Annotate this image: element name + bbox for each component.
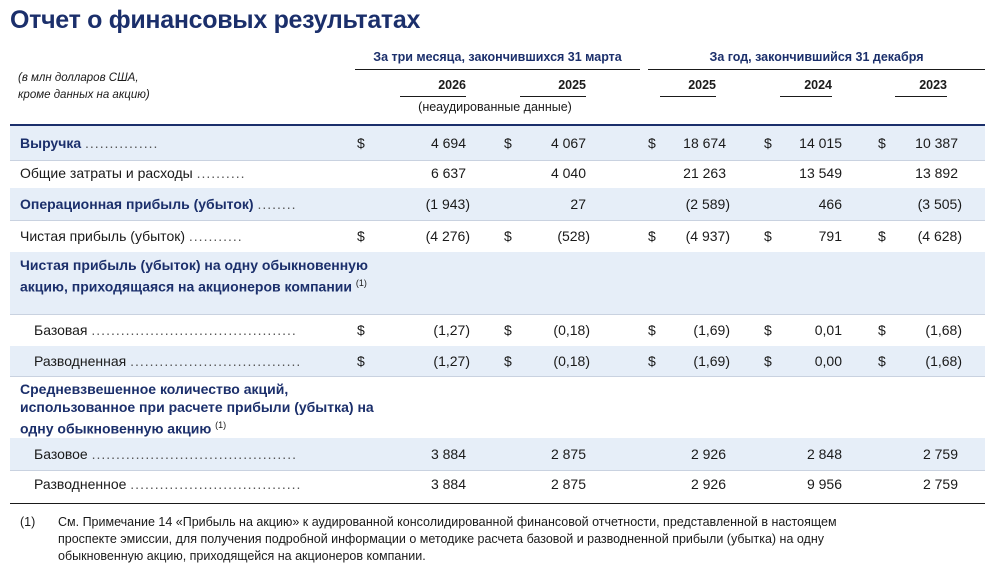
- header-year-2025q: 2025: [520, 78, 586, 97]
- cell-value: (1,27): [433, 353, 470, 369]
- cell-value: (3 505): [917, 196, 962, 212]
- dollar-sign: $: [764, 353, 772, 369]
- section-heading: Чистая прибыль (убыток) на одну обыкновенную акцию, приходящаяся на акционеров компании $^{(1)}$: [20, 257, 368, 295]
- dollar-sign: $: [504, 228, 512, 244]
- cell-value: 2 759: [922, 446, 958, 462]
- dollar-sign: $: [878, 322, 886, 338]
- dollar-sign: $: [764, 135, 772, 151]
- cell-value: (2 589): [685, 196, 730, 212]
- row-label: Разводненное ...................................: [34, 476, 302, 492]
- header-year-2024: 2024: [780, 78, 832, 97]
- units-note-line-2: кроме данных на акцию): [18, 89, 150, 101]
- row-net-income: [10, 220, 985, 253]
- row-label: Общие затраты и расходы ..........: [20, 165, 246, 181]
- units-note: [18, 70, 150, 104]
- row-label: Разводненная ...................................: [34, 353, 302, 369]
- dollar-sign: $: [878, 135, 886, 151]
- cell-value: (4 628): [917, 228, 962, 244]
- row-shares-diluted: [10, 470, 985, 500]
- cell-value: (1,68): [925, 353, 962, 369]
- cell-value: 3 884: [430, 476, 466, 492]
- dollar-sign: $: [648, 322, 656, 338]
- cell-value: (1 943): [425, 196, 470, 212]
- cell-value: 466: [818, 196, 842, 212]
- cell-value: 9 956: [806, 476, 842, 492]
- cell-value: 6 637: [430, 165, 466, 181]
- header-quarter-group: За три месяца, закончившихся 31 марта: [355, 50, 640, 70]
- cell-value: 2 875: [550, 476, 586, 492]
- row-label: Операционная прибыль (убыток) ........: [20, 196, 297, 212]
- cell-value: (0,18): [553, 322, 590, 338]
- unaudited-note: (неаудированные данные): [418, 100, 572, 114]
- header-year-2026: 2026: [400, 78, 466, 97]
- cell-value: 10 387: [915, 135, 958, 151]
- dollar-sign: $: [357, 322, 365, 338]
- row-label: Выручка ...............: [20, 135, 159, 151]
- cell-value: (1,68): [925, 322, 962, 338]
- cell-value: 18 674: [683, 135, 726, 151]
- cell-value: 3 884: [430, 446, 466, 462]
- cell-value: (1,69): [693, 322, 730, 338]
- cell-value: 13 892: [915, 165, 958, 181]
- cell-value: 2 926: [690, 446, 726, 462]
- cell-value: 2 848: [806, 446, 842, 462]
- cell-value: 21 263: [683, 165, 726, 181]
- dollar-sign: $: [357, 353, 365, 369]
- dollar-sign: $: [357, 228, 365, 244]
- header-year-2023: 2023: [895, 78, 947, 97]
- dollar-sign: $: [648, 353, 656, 369]
- row-operating: [10, 188, 985, 221]
- cell-value: 13 549: [799, 165, 842, 181]
- row-eps-section: [10, 252, 985, 315]
- dollar-sign: $: [504, 322, 512, 338]
- cell-value: 0,01: [814, 322, 842, 338]
- units-note-line-1: (в млн долларов США,: [18, 72, 139, 84]
- cell-value: (528): [557, 228, 590, 244]
- footnote-text: См. Примечание 14 «Прибыль на акцию» к аудированной консолидированной финансовой отчетности, представленной в настоящем проспекте эмиссии, для получения подробной информации о методике расчета базовой и разводненной прибыли (убытка) на одну обыкновенную акцию, приходящейся на акционеров компании.: [58, 515, 837, 563]
- dollar-sign: $: [764, 228, 772, 244]
- footnote-mark: (1): [20, 515, 36, 529]
- row-expenses: [10, 158, 985, 189]
- dollar-sign: $: [878, 353, 886, 369]
- header-year-group: За год, закончившийся 31 декабря: [648, 50, 985, 70]
- dollar-sign: $: [648, 228, 656, 244]
- row-eps-diluted: [10, 346, 985, 377]
- cell-value: (4 937): [685, 228, 730, 244]
- dollar-sign: $: [878, 228, 886, 244]
- cell-value: 4 040: [550, 165, 586, 181]
- row-label: Чистая прибыль (убыток) ...........: [20, 228, 243, 244]
- row-eps-basic: [10, 314, 985, 347]
- dollar-sign: $: [504, 135, 512, 151]
- dollar-sign: $: [504, 353, 512, 369]
- cell-value: 2 926: [690, 476, 726, 492]
- dollar-sign: $: [357, 135, 365, 151]
- cell-value: 14 015: [799, 135, 842, 151]
- header-year-2025: 2025: [660, 78, 716, 97]
- row-shares-section: [10, 376, 985, 439]
- cell-value: (0,18): [553, 353, 590, 369]
- section-heading: Средневзвешенное количество акций, использованное при расчете прибыли (убытка) на одну обыкновенную акцию $^{(1)}$: [20, 381, 374, 437]
- cell-value: 4 067: [550, 135, 586, 151]
- cell-value: 791: [818, 228, 842, 244]
- cell-value: 27: [570, 196, 586, 212]
- cell-value: 4 694: [430, 135, 466, 151]
- dollar-sign: $: [648, 135, 656, 151]
- row-revenue: [10, 124, 985, 161]
- cell-value: (1,69): [693, 353, 730, 369]
- cell-value: (1,27): [433, 322, 470, 338]
- cell-value: 2 759: [922, 476, 958, 492]
- cell-value: (4 276): [425, 228, 470, 244]
- row-label: Базовое ..........................................: [34, 446, 297, 462]
- row-shares-basic: [10, 438, 985, 471]
- page-title: Отчет о финансовых результатах: [10, 6, 421, 34]
- dollar-sign: $: [764, 322, 772, 338]
- footnote: [10, 503, 985, 565]
- cell-value: 2 875: [550, 446, 586, 462]
- row-label: Базовая ..........................................: [34, 322, 297, 338]
- cell-value: 0,00: [814, 353, 842, 369]
